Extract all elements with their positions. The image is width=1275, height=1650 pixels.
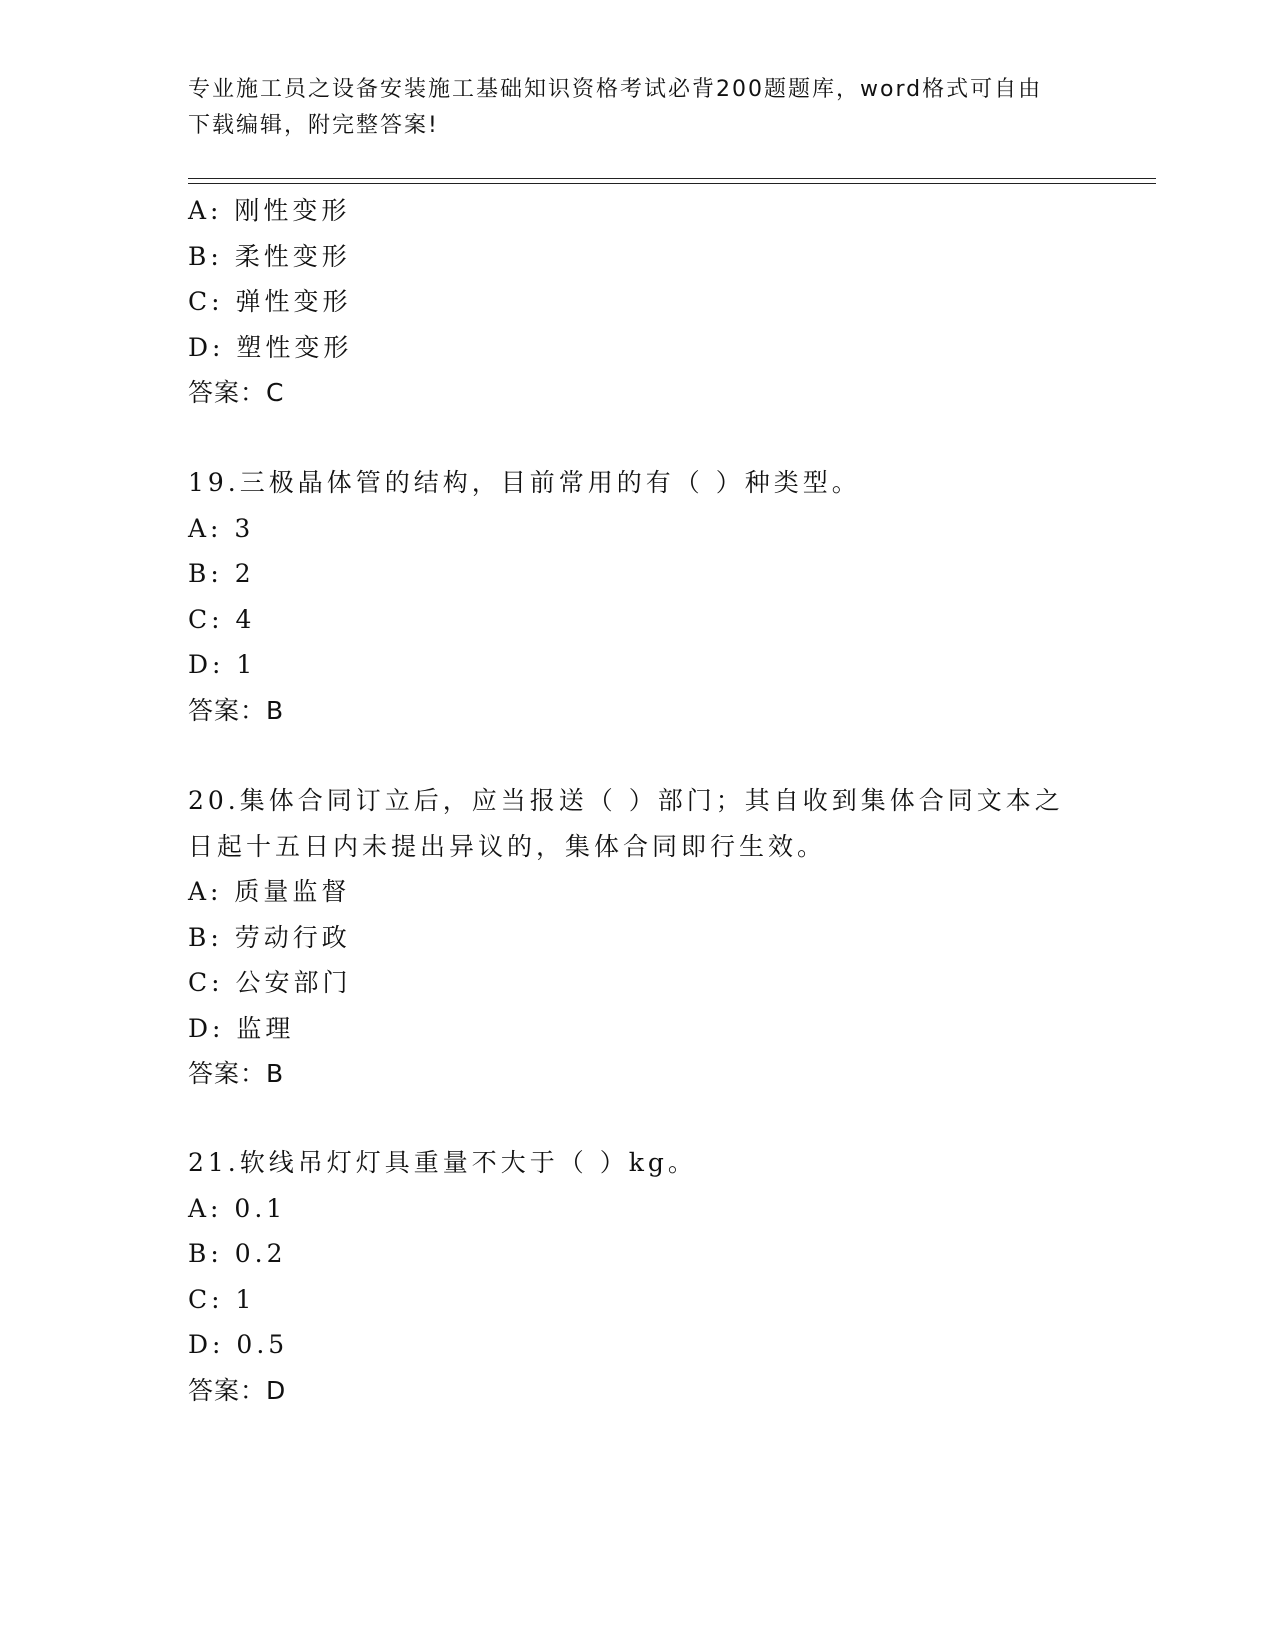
option-a: A: 3 xyxy=(188,513,255,543)
option-c: C: 弹性变形 xyxy=(188,287,352,316)
answer: 答案：D xyxy=(188,1375,287,1405)
question-text: 19.三极晶体管的结构，目前常用的有（ ）种类型。 xyxy=(188,468,861,497)
option-c: C: 公安部门 xyxy=(188,968,352,997)
question-18 xyxy=(188,188,1088,416)
option-b: B: 劳动行政 xyxy=(188,922,351,952)
option-a: A: 0.1 xyxy=(188,1193,287,1223)
option-d: D: 0.5 xyxy=(188,1330,289,1359)
option-d: D: 1 xyxy=(188,650,257,679)
question-text-line-2: 日起十五日内未提出异议的，集体合同即行生效。 xyxy=(188,831,827,861)
option-c: C: 1 xyxy=(188,1284,256,1314)
option-b: B: 2 xyxy=(188,559,255,588)
answer: 答案：C xyxy=(188,378,285,407)
answer: 答案：B xyxy=(188,695,285,725)
option-c: C: 4 xyxy=(188,604,256,634)
question-text: 21.软线吊灯灯具重量不大于（ ）kg。 xyxy=(188,1148,697,1177)
option-d: D: 监理 xyxy=(188,1013,295,1043)
header-line-2: 下载编辑，附完整答案! xyxy=(188,113,439,138)
answer: 答案：B xyxy=(188,1059,285,1088)
option-a: A: 刚性变形 xyxy=(188,196,351,225)
option-b: B: 0.2 xyxy=(188,1239,287,1268)
question-21 xyxy=(188,1140,1088,1413)
question-20 xyxy=(188,778,1088,1097)
option-a: A: 质量监督 xyxy=(188,877,351,906)
question-19 xyxy=(188,460,1088,733)
header-line-1: 专业施工员之设备安装施工基础知识资格考试必背200题题库，word格式可自由 xyxy=(188,77,1043,102)
document-header xyxy=(188,72,1088,144)
question-text-line-1: 20.集体合同订立后，应当报送（ ）部门；其自收到集体合同文本之 xyxy=(188,786,1064,815)
option-d: D: 塑性变形 xyxy=(188,332,353,362)
header-divider xyxy=(188,178,1156,184)
option-b: B: 柔性变形 xyxy=(188,241,351,271)
